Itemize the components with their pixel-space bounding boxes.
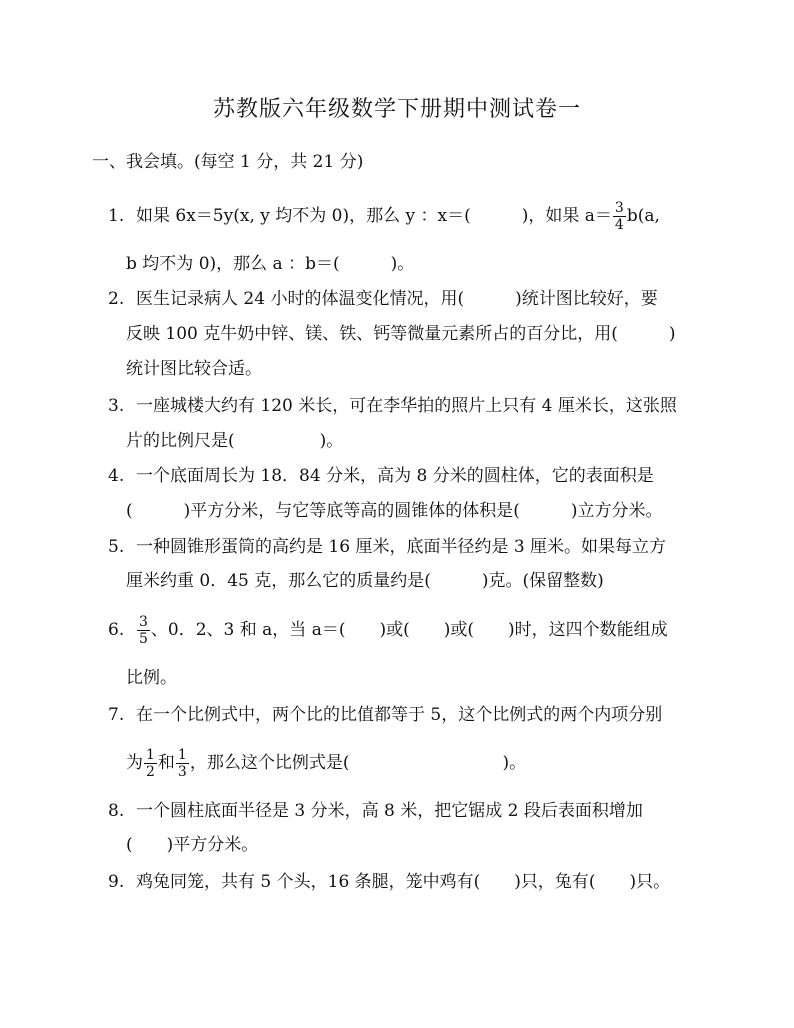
question-text: 一个圆柱底面半径是 3 分米，高 8 米，把它锯成 2 段后表面积增加 bbox=[136, 801, 643, 821]
question-text: 在一个比例式中，两个比的比值都等于 5，这个比例式的两个内项分别 bbox=[136, 705, 663, 725]
fraction-numerator: 3 bbox=[614, 200, 624, 216]
question-5-line-2: 厘米约重 0．45 克，那么它的质量约是( )克。(保留整数) bbox=[126, 571, 604, 591]
fraction-denominator: 4 bbox=[614, 217, 624, 233]
question-7-line-1 bbox=[108, 703, 662, 727]
fraction-numerator: 3 bbox=[139, 614, 148, 630]
section-heading: 一、我会填。(每空 1 分，共 21 分) bbox=[92, 152, 364, 172]
question-4-line-1 bbox=[108, 464, 654, 488]
fraction bbox=[137, 614, 150, 647]
question-6-line-2: 比例。 bbox=[126, 668, 177, 688]
question-text: b(a, bbox=[626, 206, 660, 226]
fraction-denominator: 3 bbox=[177, 764, 187, 780]
question-number: 7. bbox=[108, 705, 125, 725]
question-6-line-1 bbox=[108, 614, 668, 647]
question-text: 、0．2、3 和 a，当 a＝( )或( )或( )时，这四个数能组成 bbox=[150, 620, 668, 640]
question-number: 5. bbox=[108, 537, 125, 557]
question-8-line-2: ( )平方分米。 bbox=[126, 835, 259, 855]
question-text: 和 bbox=[157, 753, 175, 773]
question-text: 鸡兔同笼，共有 5 个头，16 条腿，笼中鸡有( )只，兔有( )只。 bbox=[136, 872, 671, 892]
question-text: 医生记录病人 24 小时的体温变化情况，用( )统计图比较好，要 bbox=[136, 289, 658, 309]
question-number: 4. bbox=[108, 466, 125, 486]
question-number: 3. bbox=[108, 396, 125, 416]
question-9-line-1 bbox=[108, 870, 670, 894]
question-2-line-2: 反映 100 克牛奶中锌、镁、铁、钙等微量元素所占的百分比，用( ) bbox=[126, 324, 676, 344]
question-text: ，那么这个比例式是( )。 bbox=[189, 753, 527, 773]
fraction bbox=[613, 200, 626, 233]
question-8-line-1 bbox=[108, 799, 643, 823]
fraction-denominator: 2 bbox=[146, 764, 155, 780]
question-text: 为 bbox=[126, 753, 143, 773]
question-number: 1. bbox=[108, 206, 125, 226]
question-2-line-1 bbox=[108, 287, 658, 311]
question-number: 9. bbox=[108, 872, 125, 892]
question-3-line-2: 片的比例尺是( )。 bbox=[126, 431, 344, 451]
question-3-line-1 bbox=[108, 394, 677, 418]
question-1-line-2: b 均不为 0)，那么 a ：b＝( )。 bbox=[126, 254, 415, 274]
question-number: 6. bbox=[108, 620, 125, 640]
page-title: 苏教版六年级数学下册期中测试卷一 bbox=[212, 97, 581, 122]
fraction-numerator: 1 bbox=[177, 747, 187, 763]
question-1-line-1 bbox=[108, 200, 660, 233]
question-text: 一个底面周长为 18．84 分米，高为 8 分米的圆柱体，它的表面积是 bbox=[136, 466, 654, 486]
question-7-line-2 bbox=[126, 747, 526, 780]
question-number: 8. bbox=[108, 801, 125, 821]
question-number: 2. bbox=[108, 289, 125, 309]
question-4-line-2: ( )平方分米，与它等底等高的圆锥体的体积是( )立方分米。 bbox=[126, 501, 663, 521]
fraction-numerator: 1 bbox=[146, 747, 155, 763]
question-5-line-1 bbox=[108, 535, 666, 559]
fraction bbox=[176, 747, 189, 780]
question-text: 一种圆锥形蛋筒的高约是 16 厘米，底面半径约是 3 厘米。如果每立方 bbox=[136, 537, 667, 557]
fraction-denominator: 5 bbox=[139, 631, 148, 647]
question-2-line-3: 统计图比较合适。 bbox=[126, 359, 262, 379]
fraction bbox=[144, 747, 157, 780]
question-text: 如果 6x＝5y(x, y 均不为 0)，那么 y ：x＝( )，如果 a＝ bbox=[136, 206, 612, 226]
question-text: 一座城楼大约有 120 米长，可在李华拍的照片上只有 4 厘米长，这张照 bbox=[136, 396, 677, 416]
